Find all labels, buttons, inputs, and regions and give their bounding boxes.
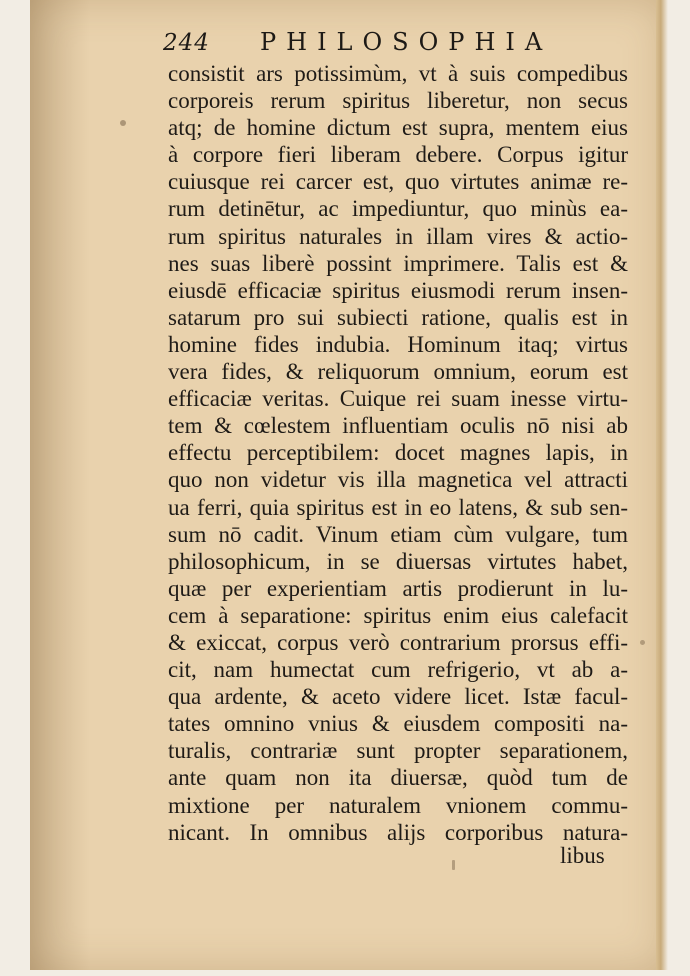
text-line: rum spiritus naturales in illam vires & actio-: [168, 223, 628, 249]
catchword: libus: [560, 843, 605, 868]
text-line: homine fides indubia. Hominum itaq; virtus: [168, 331, 628, 357]
text-line: cem à separatione: spiritus enim eius calefacit: [168, 602, 628, 628]
text-line: & exiccat, corpus verò contrarium prorsus effi-: [168, 629, 628, 655]
text-line: corporeis rerum spiritus liberetur, non secus: [168, 88, 628, 114]
text-line: nicant. In omnibus alijs corporibus natura-: [168, 819, 628, 845]
gutter-shadow: [30, 0, 90, 970]
text-line: philosophicum, in se diuersas virtutes habet,: [168, 548, 628, 574]
running-title: PHILOSOPHIA: [260, 28, 553, 56]
text-line: tem & cœlestem influentiam oculis nō nisi ab: [168, 413, 628, 439]
text-line: nes suas liberè possint imprimere. Talis est &: [168, 250, 628, 276]
text-line: quo non videtur vis illa magnetica vel attracti: [168, 467, 628, 493]
text-line: tates omnino vnius & eiusdem compositi na-: [168, 711, 628, 737]
ink-speck: [452, 860, 455, 870]
text-line: ante quam non ita diuersæ, quòd tum de: [168, 765, 628, 791]
text-line: mixtione per naturalem vnionem commu-: [168, 792, 628, 818]
page-number: 244: [163, 30, 210, 56]
text-line: sum nō cadit. Vinum etiam cùm vulgare, tum: [168, 521, 628, 547]
text-line: atq; de homine dictum est supra, mentem eius: [168, 115, 628, 141]
text-line: satarum pro sui subiecti ratione, qualis est in: [168, 304, 628, 330]
text-line: rum detinētur, ac impediuntur, quo minùs ea-: [168, 196, 628, 222]
page-edge: [656, 0, 668, 970]
text-line: cit, nam humectat cum refrigerio, vt ab a-: [168, 657, 628, 683]
body-text: [168, 60, 628, 846]
ink-speck: [120, 120, 126, 126]
text-line: effectu perceptibilem: docet magnes lapis, in: [168, 440, 628, 466]
text-line: cuiusque rei carcer est, quo virtutes animæ re-: [168, 169, 628, 195]
running-head: [163, 26, 623, 58]
text-line: ua ferri, quia spiritus est in eo latens, & sub sen-: [168, 494, 628, 520]
text-line: consistit ars potissimùm, vt à suis compedibus: [168, 61, 628, 86]
text-line: efficaciæ veritas. Cuique rei suam inesse virtu-: [168, 386, 628, 412]
text-line: à corpore fieri liberam debere. Corpus igitur: [168, 142, 628, 168]
text-line: vera fides, & reliquorum omnium, eorum est: [168, 359, 628, 385]
ink-speck: [640, 640, 645, 645]
text-line: qua ardente, & aceto videre licet. Istæ facul-: [168, 684, 628, 710]
text-line: quæ per experientiam artis prodierunt in lu-: [168, 575, 628, 601]
text-line: turalis, contrariæ sunt propter separationem,: [168, 738, 628, 764]
text-line: eiusdē efficaciæ spiritus eiusmodi rerum insen-: [168, 277, 628, 303]
